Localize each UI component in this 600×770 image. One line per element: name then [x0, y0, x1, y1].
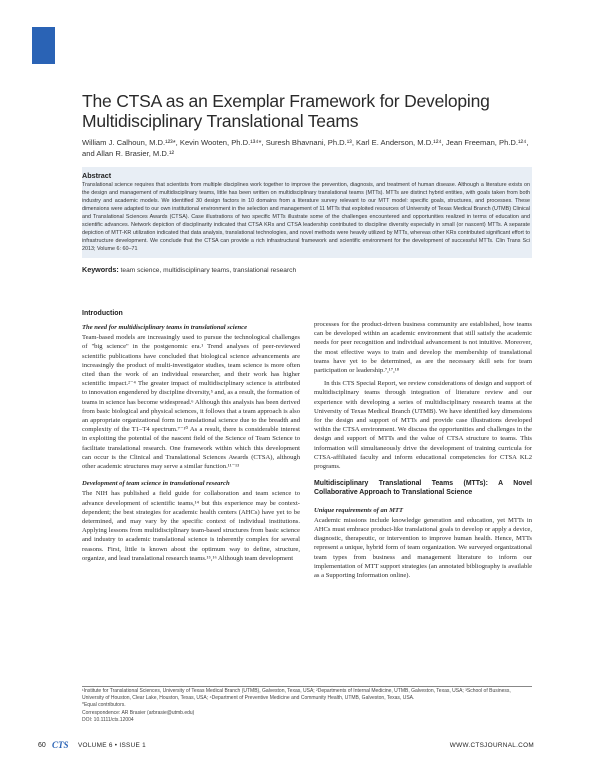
introduction-heading: Introduction [82, 310, 123, 317]
section-heading-mtt: Multidisciplinary Translational Teams (MTTs): A Novel Collaborative Approach to Translational Science [314, 480, 532, 497]
article-title: The CTSA as an Exemplar Framework for Developing Multidisciplinary Translational Teams [82, 91, 490, 131]
footnote-divider [82, 686, 532, 687]
page-footer [0, 740, 600, 754]
journal-color-tab [32, 27, 55, 64]
author-list: William J. Calhoun, M.D.¹²³*, Kevin Wooten, Ph.D.¹³⁴*, Suresh Bhavnani, Ph.D.¹³, Karl E. Anderson, M.D.¹²⁴, Jean Freeman, Ph.D.¹²⁴, and Allan R. Brasier, M.D.¹² [82, 138, 529, 158]
paragraph: processes for the product-driven business community are established, how teams can be developed within an academic environment that still satisfy the academic needs for peer recognition and individual advancement is not intuitive. Moreover, the most effective ways to train and develop the membership of translational teams have yet to be determined, as are the necessary skill sets for team participation or leadership.⁷,¹⁷,¹⁸ [314, 321, 532, 375]
subheading-unique-requirements: Unique requirements of an MTT [314, 506, 404, 514]
equal-contributors: *Equal contributors. [82, 702, 126, 709]
abstract-heading: Abstract [82, 171, 112, 180]
correspondence: Correspondence: AR Brasier (arbrasie@utmb.edu) [82, 709, 195, 716]
affiliations: ¹Institute for Translational Sciences, University of Texas Medical Branch (UTMB), Galveston, Texas, USA; ²Departments of Internal Medicine, UTMB, Galveston, Texas, USA; ³School of Business, University of Houston, Clear Lake, Houston, Texas, USA; ⁴Department of Preventive Medicine and Community Health, UTMB, Galveston, Texas, USA. [82, 688, 511, 702]
paragraph: Team-based models are increasingly used to pursue the technological challenges of "big science" in the postgenomic era.¹ Trend analyses of peer-reviewed scientific publications have concluded that biological science advancements are increasingly the product of multi-investigator studies, team science is more often cited than the work of an individual researcher, and their work has higher scientific impact.²⁻⁴ The greater impact of multidisciplinary science is attributed to innovation engendered by discipline diversity,⁵ and, as a result, the formation of teams in science has become widespread.⁶ Although this analysis has been derived from basic biological and physical sciences, it follows that a team approach is also an appropriate organizational form in translational science due to the breadth and complexity of the T1–T4 spectrum.⁷⁻¹⁰ As a result, there is considerable interest in exploiting the potential of the nascent field of the Science of Team Science to facilitate translational research. One framework within which this development can occur is the Clinical and Translational Sciences Awards (CTSA), although other academic structures may serve a similar function.¹¹⁻¹³ [82, 334, 300, 471]
abstract-text: Translational science requires that scientists from multiple disciplines work together to improve the prevention, diagnosis, and treatment of human disease. Although a literature exists on the design and management of multidisciplinary teams, little has been written on multidisciplinary translational teams (MTTs). MTTs are distinct hybrid entities, with goals taken from both industry and academic models. We identified 30 design factors in 10 domains from a literature survey relevant to our MTT model: specific goals, structures, and processes. These dimensions were adapted to our own institutional environment in the selection and management of 11 MTTs that exploited resources of University of Texas Medical Branch (UTMB) Clinical and Translational Sciences Awards (CTSA). Case illustrations of two specific MTTs illustrate some of the challenges encountered and opportunities realized in terms of education and scientific advances. Network depiction of disciplinarity indicated that CTSA KRs and CTSA leadership contributed to discipline diversity especially in small (or nascent) MTTs. A separate depiction of MTT-KR utilization indicated that data analysis, translational technologies, and novel methods were heavily utilized by MTTs, whereas other KRs contributed significant effort to infrastructure development. We conclude that the CTSA can provide a rich infrastructural framework and scientific environment for the development of successful MTTs. Clin Trans Sci 2013; Volume 6: 60–71 [82, 182, 530, 252]
footnotes [82, 688, 534, 724]
journal-website-link[interactable]: WWW.CTSJOURNAL.COM [449, 742, 534, 749]
paragraph: Academic missions include knowledge generation and education, yet MTTs in AHCs must embrace product-like translational goals to develop or apply a device, diagnostic, therapeutic, or intervention to improve human health. Hence, MTTs represent a unique, hybrid form of team organization. We surveyed organizational team types from business and management literature to inform our implementation of MTT support strategies (an annotated bibliography is available as a Supporting Information online). [314, 516, 532, 580]
journal-logo: CTS [52, 740, 69, 750]
left-column [82, 323, 300, 563]
keywords-label: Keywords: [82, 265, 119, 274]
paragraph: In this CTS Special Report, we review considerations of design and support of multidisciplinary teams through integration of literature review and our experience with developing a series of multidisciplinary research teams at the University of Texas Medical Branch (UTMB). We have identified key dimensions for the design and support of MTTs and provide case illustrations developed within the CTSA environment. We discuss the opportunities and challenges in the design and support of MTTs and the value of CTSA structure to teams. This information will simultaneously drive the development of training curricula for CTSA-affiliated faculty and inform educational competencies for CTSA KL2 programs. [314, 380, 532, 471]
keywords [82, 265, 296, 274]
volume-issue: VOLUME 6 • ISSUE 1 [78, 742, 147, 749]
keywords-text: team science, multidisciplinary teams, translational research [120, 267, 297, 274]
subheading-team-development: Development of team science in translational research [82, 480, 230, 488]
doi: DOI: 10.1111/cts.12004 [82, 716, 134, 723]
subheading-need-for-teams: The need for multidisciplinary teams in translational science [82, 324, 248, 331]
page-number: 60 [38, 742, 46, 749]
paragraph: The NIH has published a field guide for collaboration and team science to advance development of scientific teams,¹⁴ but this experience may be context-dependent; the best strategies for academic health centers (AHCs) have yet to be determined, and may vary by the specific context of individual institutions. Applying lessons from multidisciplinary team-based structures from basic science and industry to academic translational science is inherently complex for several reasons. First, little is known about the optimum way to define, structure, organize, and lead translational research teams.¹⁵,¹⁶ Although team development [82, 490, 300, 562]
right-column [314, 320, 532, 580]
